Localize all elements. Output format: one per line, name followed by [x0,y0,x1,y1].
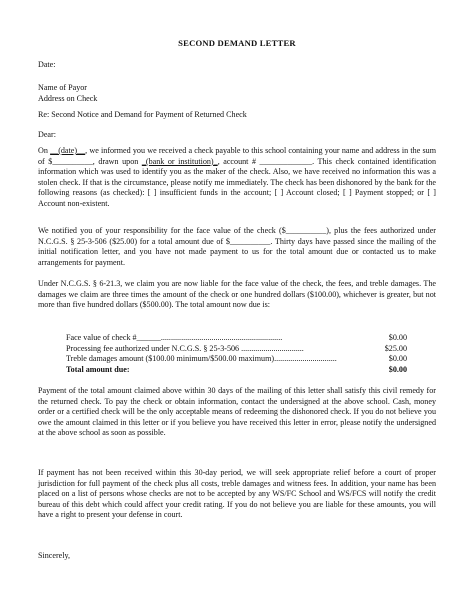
amount-row-treble-damages [66,354,407,365]
p1-text-2: , account # _____________. This check contained identification information which was used to identify you as the maker of the check. Also, we have received no information this was a stolen check. If that is the circumstance, please notify me immediately. The check has been dishonored by the bank for the following reasons (as checked): [38,156,436,198]
amount-value: $0.00 [388,354,407,364]
paragraph-2: We notified you of your responsibility for the face value of the check ($__________), plus the fees authorized under N.C.G.S. § 25-3-506 ($25.00) for a total amount due of $__________. Thirty days have passed since the mailing of the initial notification letter, and you have not made payment to us for the total amount due or contacted us to make arrangements for payment. [38,226,436,267]
amount-value: $25.00 [384,343,407,353]
reason-account-closed: [ ] Account closed; [274,188,340,198]
amount-row-face-value [66,333,407,344]
reason-payment-stopped: [ ] Payment stopped; or [342,188,425,198]
closing: Sincerely, [38,551,71,560]
reason-insufficient-funds: [ ] insufficient funds in the account; [147,188,272,198]
payor-name: Name of Payor [38,83,87,92]
bank-field: _(bank or institution)_ [141,156,218,166]
paragraph-4: Payment of the total amount claimed above within 30 days of the mailing of this letter shall satisfy this civil remedy for the returned check. To pay the check or obtain information, contact the undersigned at the above school. Cash, money order or a certified check will be the only acceptable means of redeeming the dishonored check. If you do not believe you owe the amount claimed in this letter or if you believe you have received this letter in error, please notify the undersigned at the above school as soon as possible. [38,386,436,438]
amount-label: Treble damages amount ($100.00 minimum/$500.00 maximum)............................... [66,354,337,364]
paragraph-3: Under N.C.G.S. § 6-21.3, we claim you are now liable for the face value of the check, the fees, and treble damages. The damages we claim are three times the amount of the check or one hundred dollars ($100.00), whichever is greater, but not more than five hundred dollars ($500.00). The total amount now due is: [38,279,436,310]
paragraph-5: If payment has not been received within this 30-day period, we will seek appropriate relief before a court of proper jurisdiction for full payment of the check plus all costs, treble damages and witness fees. In addition, your name has been placed on a list of persons whose checks are not to be accepted by any WS/FC School and WS/FCS will notify the credit bureau of this debt which could affect your credit rating. If you do not believe you are liable for these amounts, you will have a right to present your defense in court. [38,468,436,520]
payor-address: Address on Check [38,93,98,103]
p1-text-1: , we informed you we received a check payable to this school containing your name and address in the sum of $__________, drawn upon [38,146,436,166]
paragraph-1 [38,146,436,210]
re-line: Re: Second Notice and Demand for Payment of Returned Check [38,110,247,119]
reason-account-nonexistent: [ ] Account non-existent. [38,188,436,208]
amount-row-processing-fee [66,344,407,355]
letter-title: SECOND DEMAND LETTER [178,38,296,48]
date-label: Date: [38,60,56,69]
amount-value: $0.00 [388,364,407,374]
amount-label: Total amount due: [66,364,130,374]
amount-value: $0.00 [388,333,407,342]
p1-on: On [38,146,51,155]
date-field: __(date)__ [50,146,86,155]
amount-row-total [66,365,407,376]
amounts-table [66,333,407,375]
salutation: Dear: [38,130,56,139]
amount-label: Face value of check #______............................................................ [66,333,283,342]
amount-label: Processing fee authorized under N.C.G.S. § 25-3-506 ............................... [66,343,304,353]
